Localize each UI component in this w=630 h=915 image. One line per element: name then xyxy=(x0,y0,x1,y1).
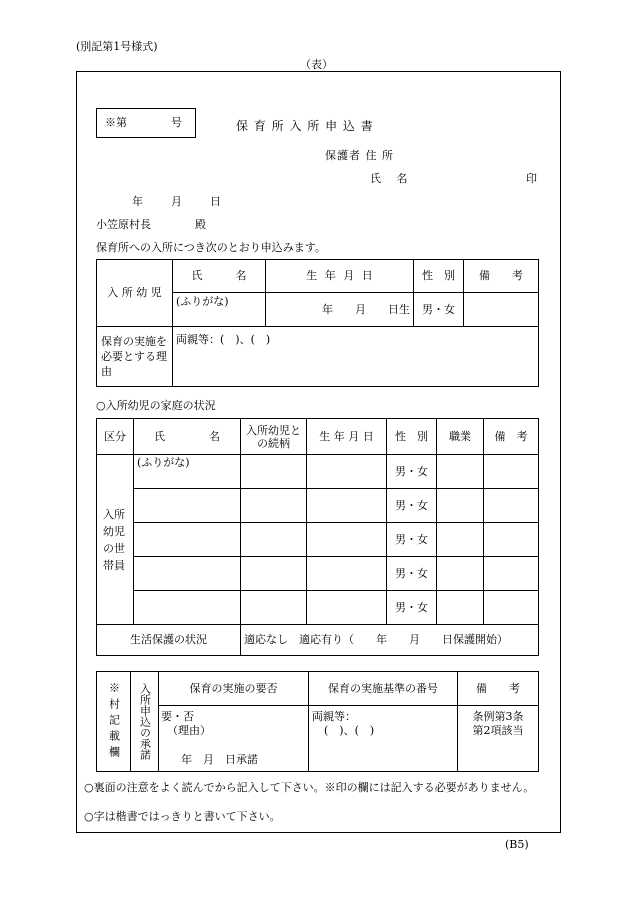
village-remarks-value: 条例第3条 xyxy=(472,710,524,723)
addressee: 小笠原村長 殿 xyxy=(96,218,206,231)
receipt-number-box: ※第 号 xyxy=(96,108,196,138)
hh-cell xyxy=(241,523,307,557)
village-table xyxy=(96,671,539,772)
hh-cell xyxy=(241,489,307,523)
guardian-name-label: 氏 名 xyxy=(370,172,414,185)
child-sex-value: 男・女 xyxy=(414,293,464,327)
date-line: 年 月 日 xyxy=(132,195,223,208)
hh-birth-header: 生 年 月 日 xyxy=(307,419,387,455)
household-section-title: ○入所幼児の家庭の状況 xyxy=(96,399,216,412)
hh-sex-value: 男・女 xyxy=(387,523,437,557)
hh-sex-value: 男・女 xyxy=(387,489,437,523)
approval-label: 入所申込の承諾 xyxy=(131,672,159,772)
hh-name-header: 氏 名 xyxy=(134,419,241,455)
standard-value: 両親等： xyxy=(312,710,356,723)
standard-cell xyxy=(309,706,458,772)
need-header: 保育の実施の要否 xyxy=(159,672,309,706)
child-sex-header: 性 別 xyxy=(414,260,464,293)
village-remarks-value-2: 第2項該当 xyxy=(472,724,524,737)
hh-sex-header: 性 別 xyxy=(387,419,437,455)
hh-cell xyxy=(437,489,484,523)
form-label: (別記第1号様式) xyxy=(76,40,158,53)
hh-row-label: 入所幼児の世帯員 xyxy=(97,455,134,625)
statement: 保育所への入所につき次のとおり申込みます。 xyxy=(96,241,326,254)
need-cell xyxy=(159,706,309,772)
child-remarks-header: 備 考 xyxy=(464,260,539,293)
hh-cell xyxy=(484,489,539,523)
hh-cell xyxy=(134,557,241,591)
side-label: （表） xyxy=(300,58,333,71)
hh-cell xyxy=(134,523,241,557)
hh-cell xyxy=(134,591,241,625)
hh-cell xyxy=(134,489,241,523)
child-row-label: 入 所 幼 児 xyxy=(97,260,173,327)
guardian-address-label: 保護者 住 所 xyxy=(325,149,394,162)
hh-cell xyxy=(484,591,539,625)
child-furigana: (ふりがな) xyxy=(173,293,266,327)
hh-cell xyxy=(437,523,484,557)
hh-remarks-header: 備 考 xyxy=(484,419,539,455)
child-birth-header: 生 年 月 日 xyxy=(266,260,414,293)
village-remarks-cell xyxy=(458,706,539,772)
hh-cell xyxy=(241,591,307,625)
hh-sex-value: 男・女 xyxy=(387,455,437,489)
hh-cell xyxy=(307,591,387,625)
welfare-label: 生活保護の状況 xyxy=(97,625,241,656)
hh-cell xyxy=(307,455,387,489)
need-value: 要・否 xyxy=(161,710,194,723)
reason-value: 両親等：( )、( ) xyxy=(173,327,539,387)
hh-cell xyxy=(437,455,484,489)
household-table xyxy=(96,418,539,656)
hh-relation-header: 入所幼児との続柄 xyxy=(241,419,307,455)
hh-sex-value: 男・女 xyxy=(387,557,437,591)
note-1: ○裏面の注意をよく読んでから記入して下さい。※印の欄には記入する必要がありません。 xyxy=(84,781,535,794)
hh-cell xyxy=(484,523,539,557)
hh-cell xyxy=(241,557,307,591)
standard-value-2: ( )、( ) xyxy=(324,724,375,737)
form-title: 保 育 所 入 所 申 込 書 xyxy=(236,119,374,133)
paper-size: (B5) xyxy=(505,838,529,851)
need-date: 年 月 日承諾 xyxy=(181,753,258,766)
hh-cell xyxy=(484,557,539,591)
village-label: ※村記載欄 xyxy=(97,672,131,772)
welfare-value: 適応なし 適応有り（ 年 月 日保護開始） xyxy=(241,625,539,656)
hh-furigana: (ふりがな) xyxy=(134,455,241,489)
village-remarks-header: 備 考 xyxy=(458,672,539,706)
hh-cell xyxy=(484,455,539,489)
standard-header: 保育の実施基準の番号 xyxy=(309,672,458,706)
reason-label: 保育の実施を必要とする理由 xyxy=(97,327,173,387)
child-birth-value: 年 月 日生 xyxy=(266,293,414,327)
hh-cell xyxy=(437,591,484,625)
hh-cell xyxy=(307,523,387,557)
hh-category-header: 区分 xyxy=(97,419,134,455)
child-remarks-value xyxy=(464,293,539,327)
child-table xyxy=(96,259,539,387)
hh-cell xyxy=(307,489,387,523)
hh-cell xyxy=(437,557,484,591)
need-reason: （理由） xyxy=(167,724,211,737)
note-2: ○字は楷書ではっきりと書いて下さい。 xyxy=(84,810,281,823)
hh-job-header: 職業 xyxy=(437,419,484,455)
hh-sex-value: 男・女 xyxy=(387,591,437,625)
hh-cell xyxy=(241,455,307,489)
child-name-header: 氏 名 xyxy=(173,260,266,293)
seal-mark: 印 xyxy=(526,172,537,185)
hh-cell xyxy=(307,557,387,591)
